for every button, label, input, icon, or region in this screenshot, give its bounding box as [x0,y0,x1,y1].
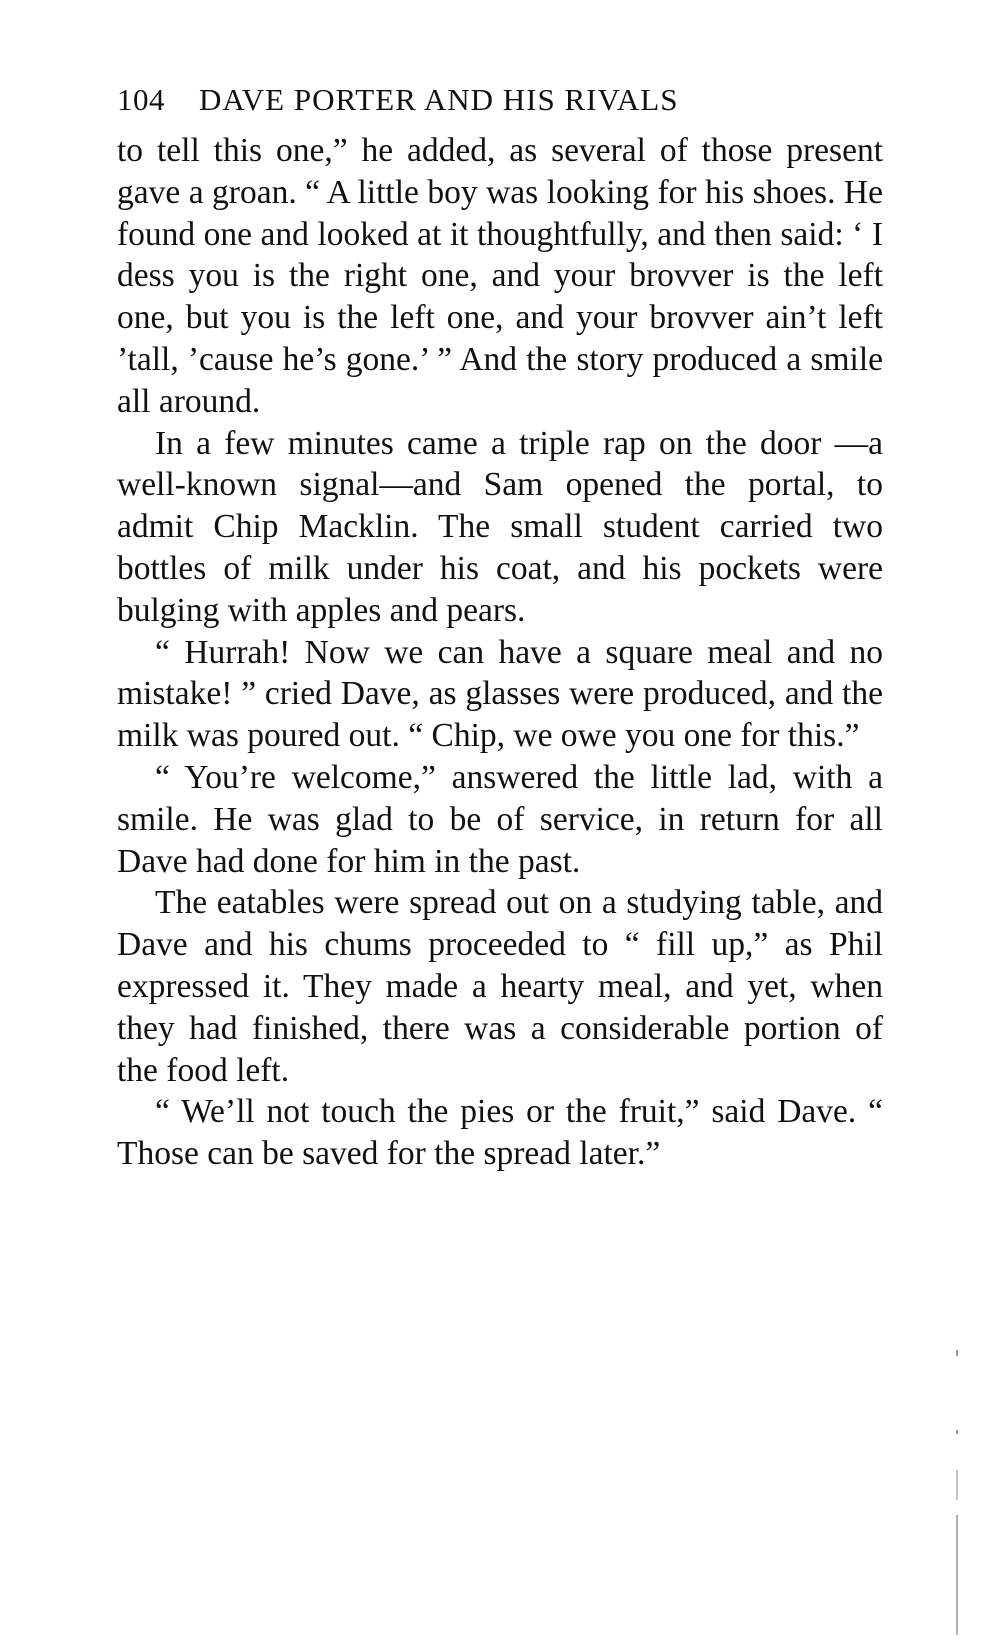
paragraph-1: to tell this one,” he added, as several of those present gave a groan. “ A little boy was looking for his shoes. He found one and looked at it thoughtfully, and then said: ‘ I dess you is the right one, and your brovver is the left one, but you is the left one, and your brovver ain’t left ’tall, ’cause he’s gone.’ ” And the story produced a smile all around. [117,132,883,420]
paragraph-2: In a few minutes came a triple rap on the door —a well-known signal—and Sam opened the portal, to admit Chip Macklin. The small student carried two bottles of milk under his coat, and his pockets were bulging with apples and pears. [117,424,883,629]
paragraph-4: “ You’re welcome,” answered the little lad, with a smile. He was glad to be of service, in return for all Dave had done for him in the past. [117,758,883,880]
paragraph-5: The eatables were spread out on a studying table, and Dave and his chums proceeded to “ fill up,” as Phil expressed it. They made a hearty meal, and yet, when they had finished, there was a considerable portion of the food left. [117,884,883,1089]
page-number: 104 [117,82,165,117]
scan-edge-marks [952,1340,964,1640]
body-text [117,130,883,1175]
scan-mark [956,1515,958,1635]
running-head [117,70,883,130]
scan-mark [956,1430,958,1434]
paragraph-6: “ We’ll not touch the pies or the fruit,” said Dave. “ Those can be saved for the spread later.” [117,1093,883,1173]
scan-mark [956,1350,958,1356]
book-title: DAVE PORTER AND HIS RIVALS [199,82,679,117]
book-page [117,70,883,1175]
scan-mark [956,1470,958,1500]
paragraph-3: “ Hurrah! Now we can have a square meal and no mistake! ” cried Dave, as glasses were produced, and the milk was poured out. “ Chip, we owe you one for this.” [117,633,883,755]
